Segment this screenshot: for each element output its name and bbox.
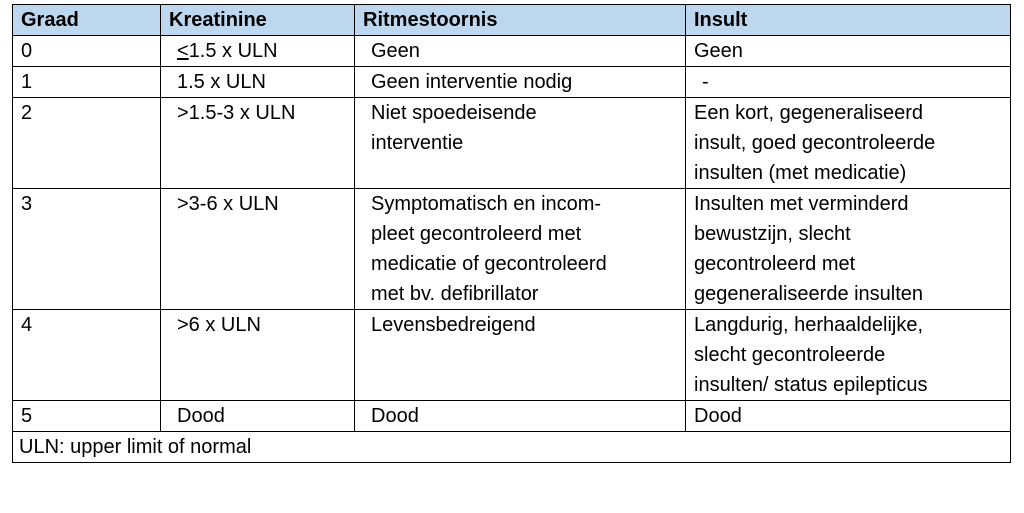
- header-graad: Graad: [13, 5, 161, 36]
- cell-line: Langdurig, herhaaldelijke,: [694, 314, 924, 336]
- table-row: [13, 189, 1011, 310]
- cell-graad: 0: [13, 36, 161, 67]
- cell-line: met bv. defibrillator: [371, 283, 539, 305]
- cell-insult: [686, 189, 1011, 310]
- cell-ritmestoornis: [355, 310, 686, 401]
- table-row: [13, 401, 1011, 432]
- cell-line: gegeneraliseerde insulten: [694, 283, 924, 305]
- table-footnote: ULN: upper limit of normal: [13, 432, 1011, 463]
- cell-insult: [686, 310, 1011, 401]
- cell-kreatinine: >6 x ULN: [161, 310, 355, 401]
- cell-graad: 4: [13, 310, 161, 401]
- header-insult: Insult: [686, 5, 1011, 36]
- cell-kreatinine: [161, 36, 355, 67]
- cell-kreatinine: >3-6 x ULN: [161, 189, 355, 310]
- header-kreatinine: Kreatinine: [161, 5, 355, 36]
- cell-line: bewustzijn, slecht: [694, 223, 851, 245]
- cell-line: Geen interventie nodig: [371, 71, 573, 93]
- cell-line: Een kort, gegeneraliseerd: [694, 102, 924, 124]
- cell-line: -: [702, 71, 709, 93]
- cell-line: Geen: [694, 40, 743, 62]
- less-or-equal-symbol: <: [177, 40, 189, 62]
- cell-ritmestoornis: [355, 401, 686, 432]
- table-row: [13, 98, 1011, 189]
- cell-line: Dood: [371, 405, 419, 427]
- grading-table-container: [12, 4, 1011, 463]
- cell-graad: 3: [13, 189, 161, 310]
- cell-line: pleet gecontroleerd met: [371, 223, 582, 245]
- cell-ritmestoornis: [355, 189, 686, 310]
- cell-line: gecontroleerd met: [694, 253, 856, 275]
- cell-kreatinine: >1.5-3 x ULN: [161, 98, 355, 189]
- cell-ritmestoornis: [355, 67, 686, 98]
- cell-kreatinine: Dood: [161, 401, 355, 432]
- cell-ritmestoornis: [355, 98, 686, 189]
- grading-table: [12, 4, 1011, 463]
- table-footnote-row: [13, 432, 1011, 463]
- cell-line: Geen: [371, 40, 420, 62]
- table-row: [13, 310, 1011, 401]
- cell-graad: 2: [13, 98, 161, 189]
- cell-kreatinine: 1.5 x ULN: [161, 67, 355, 98]
- cell-line: interventie: [371, 132, 464, 154]
- cell-line: Symptomatisch en incom-: [371, 193, 602, 215]
- cell-line: Levensbedreigend: [371, 314, 536, 336]
- header-ritmestoornis: Ritmestoornis: [355, 5, 686, 36]
- cell-graad: 5: [13, 401, 161, 432]
- cell-line: slecht gecontroleerde: [694, 344, 886, 366]
- kreatinine-value: 1.5 x ULN: [188, 40, 278, 62]
- cell-insult: [686, 98, 1011, 189]
- cell-line: Dood: [694, 405, 742, 427]
- cell-line: insulten/ status epilepticus: [694, 374, 928, 396]
- cell-insult: [686, 36, 1011, 67]
- cell-insult: [686, 67, 1011, 98]
- cell-ritmestoornis: [355, 36, 686, 67]
- cell-line: Niet spoedeisende: [371, 102, 537, 124]
- cell-line: insult, goed gecontroleerde: [694, 132, 936, 154]
- cell-line: medicatie of gecontroleerd: [371, 253, 607, 275]
- cell-insult: [686, 401, 1011, 432]
- cell-line: Insulten met verminderd: [694, 193, 909, 215]
- table-row: [13, 36, 1011, 67]
- cell-line: insulten (met medicatie): [694, 162, 907, 184]
- cell-graad: 1: [13, 67, 161, 98]
- table-row: [13, 67, 1011, 98]
- table-header-row: [13, 5, 1011, 36]
